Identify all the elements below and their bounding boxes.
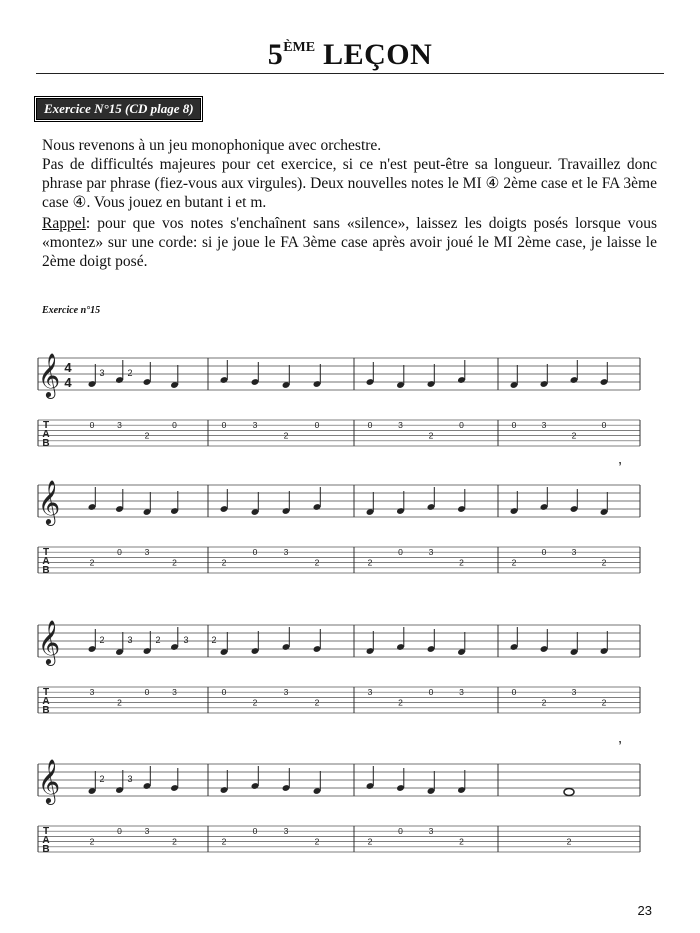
tab-letter: T [42, 687, 50, 698]
tab-number: 2 [601, 557, 607, 568]
finger-mark: 2 [155, 635, 161, 645]
finger-mark: 2 [99, 774, 105, 784]
tab-number: 0 [117, 547, 122, 558]
treble-clef-icon: 𝄞 [37, 622, 61, 664]
tab-number: 2 [252, 697, 258, 708]
finger-mark: 3 [127, 774, 133, 784]
tab-number: 2 [541, 697, 547, 708]
title-word: LEÇON [323, 38, 433, 71]
tab-number: 3 [89, 687, 95, 698]
treble-clef-icon: 𝄞 [37, 761, 61, 803]
tab-number: 3 [252, 420, 258, 431]
tab-number: 2 [601, 697, 607, 708]
tab-number: 0 [89, 420, 95, 431]
tab-number: 2 [367, 557, 373, 568]
tab-number: 2 [511, 557, 517, 568]
time-signature-top: 4 [64, 360, 72, 375]
tab-letter: A [42, 429, 50, 440]
treble-clef-icon: 𝄞 [37, 482, 61, 524]
tab-number: 3 [459, 687, 464, 698]
intro-line-1: Nous revenons à un jeu monophonique avec orchestre. [42, 137, 382, 154]
tab-number: 3 [172, 687, 177, 698]
tab-number: 2 [221, 557, 227, 568]
tab-number: 0 [601, 420, 607, 431]
tab-number: 3 [541, 420, 547, 431]
page-number: 23 [637, 903, 652, 918]
finger-mark: 2 [127, 368, 133, 378]
finger-mark: 2 [99, 635, 105, 645]
tab-letter: B [42, 844, 50, 855]
tab-number: 3 [398, 420, 403, 431]
tab-number: 2 [314, 697, 320, 708]
tab-letter: A [42, 696, 50, 707]
exercise-caption: Exercice n°15 [42, 305, 101, 316]
tab-number: 3 [283, 687, 289, 698]
tab-number: 0 [541, 547, 547, 558]
tab-number: 2 [367, 836, 373, 847]
tab-number: 2 [459, 557, 464, 568]
tab-letter: B [42, 565, 50, 576]
time-signature-bottom: 4 [64, 375, 72, 390]
finger-mark: 3 [183, 635, 189, 645]
tab-number: 2 [144, 430, 150, 441]
tab-letter: T [42, 547, 50, 558]
tab-number: 3 [144, 547, 150, 558]
tab-number: 3 [571, 687, 577, 698]
tab-number: 0 [144, 687, 150, 698]
tab-number: 0 [252, 547, 258, 558]
tab-number: 0 [398, 547, 403, 558]
tab-letter: B [42, 705, 50, 716]
finger-mark: 2 [211, 635, 217, 645]
tab-number: 2 [314, 557, 320, 568]
tab-number: 2 [428, 430, 434, 441]
rappel-label: Rappel [42, 215, 86, 232]
tab-number: 3 [117, 420, 122, 431]
tab-number: 2 [566, 836, 572, 847]
tab-number: 3 [283, 826, 289, 837]
tab-number: 0 [459, 420, 464, 431]
tab-number: 2 [314, 836, 320, 847]
tab-number: 3 [428, 547, 434, 558]
finger-mark: 3 [99, 368, 105, 378]
finger-mark: 3 [127, 635, 133, 645]
tab-number: 3 [283, 547, 289, 558]
tab-number: 3 [428, 826, 434, 837]
tab-number: 3 [367, 687, 373, 698]
treble-clef-icon: 𝄞 [37, 355, 61, 397]
tab-letter: T [42, 826, 50, 837]
tab-letter: A [42, 556, 50, 567]
tab-number: 2 [89, 836, 95, 847]
tab-number: 3 [144, 826, 150, 837]
exercise-label: Exercice N°15 (CD plage 8) [36, 98, 201, 120]
tab-number: 2 [172, 836, 177, 847]
tab-number: 2 [571, 430, 577, 441]
tab-number: 0 [314, 420, 320, 431]
tab-number: 0 [172, 420, 177, 431]
tab-number: 3 [571, 547, 577, 558]
tab-number: 2 [283, 430, 289, 441]
title-suffix: ÈME [283, 40, 316, 55]
breath-mark: ’ [618, 460, 622, 477]
tab-number: 0 [221, 687, 227, 698]
tab-letter: A [42, 835, 50, 846]
tab-number: 2 [459, 836, 464, 847]
tab-number: 0 [511, 420, 517, 431]
tab-number: 0 [252, 826, 258, 837]
rappel-text: : pour que vos notes s'enchaînent sans «silence», laissez les doigts posés lorsque vous «montez» sur une corde: si je joue le FA 3ème case après avoir joué le MI 2ème case, je laisse le 2ème doigt posé. [42, 215, 657, 270]
breath-mark: ’ [618, 739, 622, 756]
whole-note [564, 789, 574, 796]
tab-number: 2 [172, 557, 177, 568]
tab-number: 0 [221, 420, 227, 431]
title-number: 5 [267, 38, 284, 71]
tab-number: 0 [117, 826, 122, 837]
tab-number: 0 [398, 826, 403, 837]
intro-line-2: Pas de difficultés majeures pour cet exercice, si ce n'est peut-être sa longueur. Travaillez donc phrase par phrase (fiez-vous aux virgules). Deux nouvelles notes le MI ④ 2ème case et le FA 3ème case ④. Vous jouez en butant i et m. [42, 156, 657, 211]
tab-letter: T [42, 420, 50, 431]
tab-number: 0 [511, 687, 517, 698]
tab-letter: B [42, 438, 50, 449]
tab-number: 2 [398, 697, 403, 708]
tab-number: 2 [117, 697, 122, 708]
tab-number: 2 [89, 557, 95, 568]
tab-number: 0 [428, 687, 434, 698]
tab-number: 2 [221, 836, 227, 847]
tab-number: 0 [367, 420, 373, 431]
